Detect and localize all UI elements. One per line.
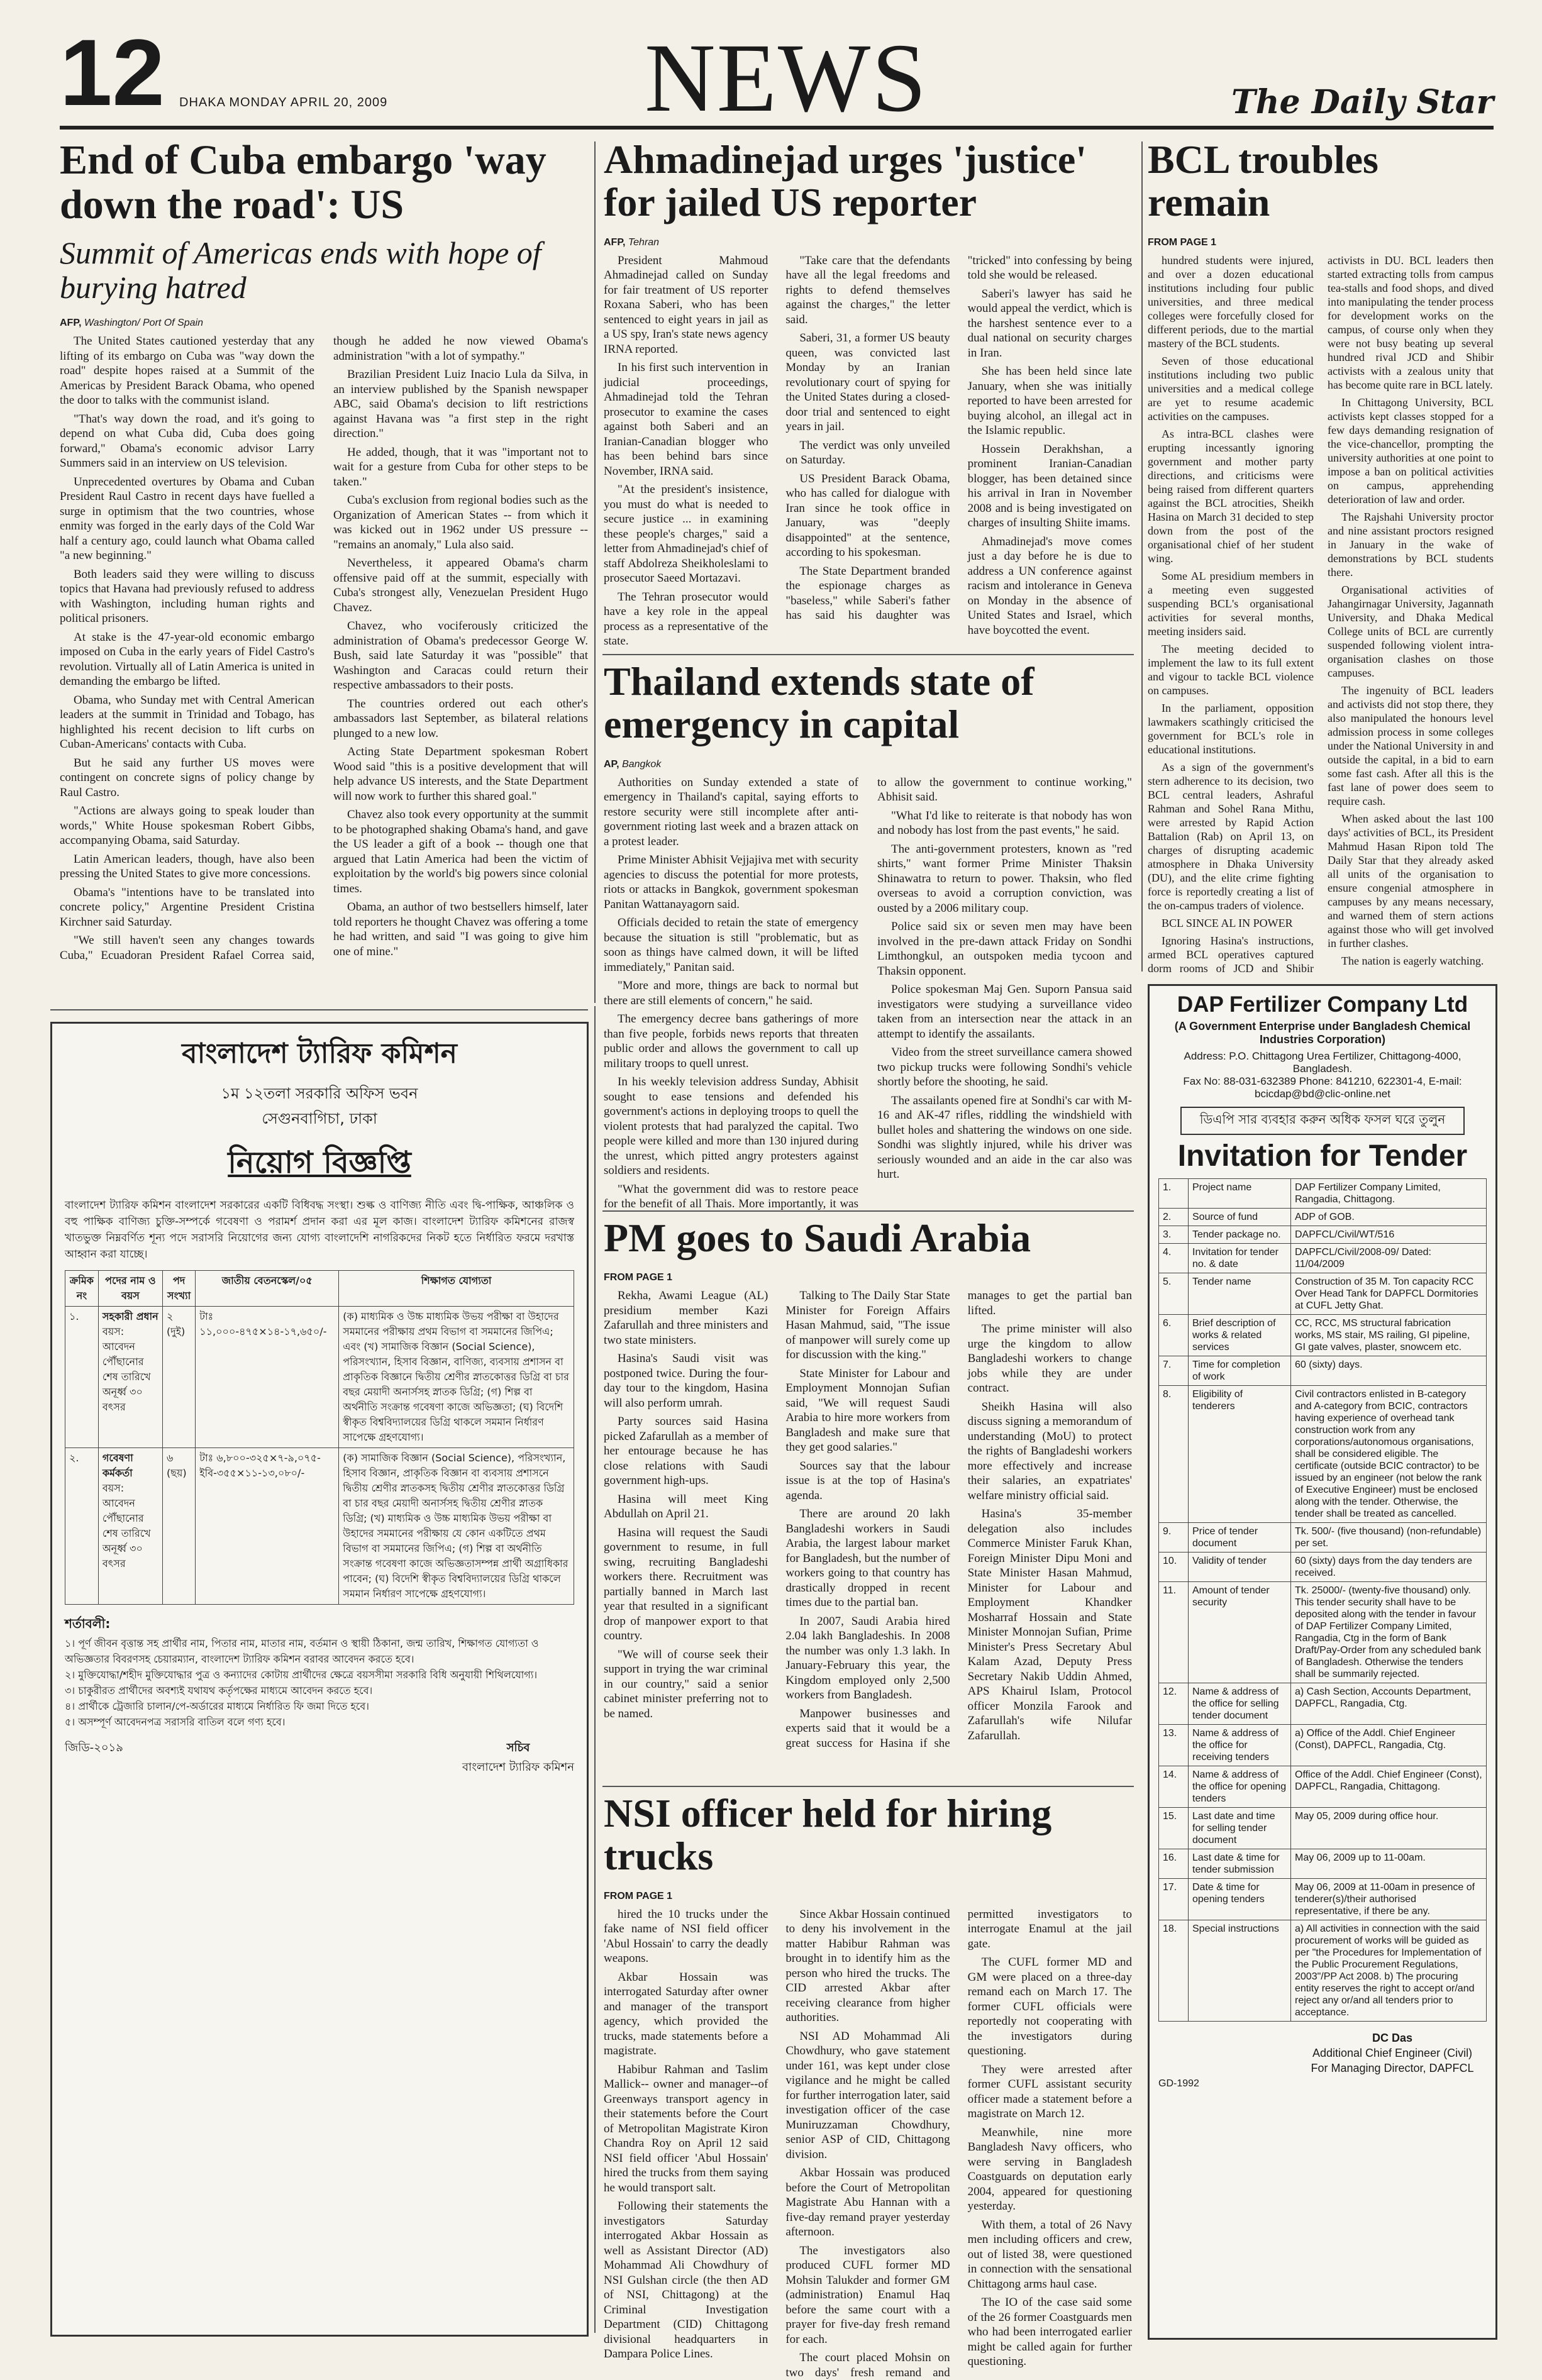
row-number: 12. — [1159, 1683, 1189, 1725]
scale-cell: টাঃ ৬,৮০০-৩২৫×৭-৯,০৭৫-ইবি-৩৫৫×১১-১৩,০৮০/- — [196, 1448, 339, 1605]
article-thailand — [604, 659, 1132, 1211]
row-label: Name & address of the office for opening tenders — [1189, 1766, 1291, 1808]
ad-address: সেগুনবাগিচা, ঢাকা — [262, 1110, 377, 1127]
paragraph: State Minister for Labour and Employment Monnojan Sufian said, "We will request Saudi Arabia to hire more workers from Bangladesh and make sure that they get good salaries." — [785, 1366, 950, 1454]
dap-tender-ad — [1148, 984, 1497, 2340]
table-row — [65, 1448, 574, 1605]
paragraph: Seven of those educational institutions including two public universities and a medical college are yet to resume academic activities on the campuses. — [1148, 354, 1314, 423]
row-label: Last date and time for selling tender document — [1189, 1808, 1291, 1849]
paragraph: Saberi's lawyer has said he would appeal the verdict, which is the harshest sentence ever to a dual national on security charges in Iran. — [967, 287, 1132, 360]
row-value: DAP Fertilizer Company Limited, Rangadia, Chittagong. — [1291, 1179, 1487, 1209]
headline: BCL troubles remain — [1148, 137, 1378, 225]
row-number: 11. — [1159, 1582, 1189, 1683]
row-value: Office of the Addl. Chief Engineer (Const), DAPFCL, Rangadia, Chittagong. — [1291, 1766, 1487, 1808]
age-limit: বয়স: আবেদন পৌঁছানোর শেষ তারিখে অনূর্ধ্ব ৩০ বৎসর — [102, 1482, 151, 1569]
paragraph: Obama's "intentions have to be translated into concrete policy," Argentine President Cristina Kirchner said Saturday. — [60, 885, 314, 929]
qualification-cell: (ক) সামাজিক বিজ্ঞান (Social Science), পরিসংখ্যান, হিসাব বিজ্ঞান, প্রাকৃতিক বিজ্ঞান বা ব্যবসায় প্রশাসনে দ্বিতীয় শ্রেণীর স্নাতকসহ দ্বিতীয় শ্রেণীর স্নাতকোত্তর ডিগ্রি বা চার বছর মেয়াদী অনার্সসহ দ্বিতীয় শ্রেণীর স্নাতক ডিগ্রি; (খ) মাধ্যমিক ও উচ্চ মাধ্যমিক উভয় পরীক্ষা বা উহাদের সমমানের পরীক্ষায় যে কোন একটিতে প্রথম বিভাগ বা সমমানের জিপিএ; (গ) শিল্প বা অর্থনীতি সংক্রান্ত গবেষণা কাজে অভিজ্ঞতাসম্পন্ন প্রার্থী অগ্রাধিকার পাবেন; (ঘ) বিদেশি স্বীকৃত বিশ্ববিদ্যালয়ের ডিগ্রি থাকলে সমমান নির্ধারণ সাপেক্ষে গ্রহণযোগ্য। — [339, 1448, 574, 1605]
tender-row — [1159, 1766, 1487, 1808]
paragraph: Cuba's exclusion from regional bodies such as the Organization of American States -- from which it was kicked out in 1962 under US pressure -- "remains an anomaly," Lula also said. — [333, 494, 588, 551]
headline: End of Cuba embargo 'way down the road': US — [60, 137, 546, 228]
paragraph: NSI AD Mohammad Ali Chowdhury, who gave statement under 161, was kept under close vigilance and he might be called for further interrogation later, said investigation officer of the case Muniruzzaman Chowdhury, senior ASP of CID, Chittagong division. — [785, 2029, 950, 2161]
post-cell — [98, 1448, 162, 1605]
row-number: 16. — [1159, 1849, 1189, 1879]
tender-row — [1159, 1879, 1487, 1920]
paragraph: Following their statements the investigators Saturday interrogated Akbar Hossain as well as Assistant Director (AD) Mohammad Ali Chowdhury of NSI Gulshan circle (the then AD of NSI, Chittagong) at the Criminal Investigation Department (CID) Chittagong divisional headquarters in Dampara Police Lines. — [604, 2200, 768, 2361]
tender-row — [1159, 1244, 1487, 1273]
paragraph: Talking to The Daily Star State Minister for Foreign Affairs Hasan Mahmud, said, "The issue of manpower will surely come up for discussion with the king." — [785, 1289, 950, 1362]
paragraph: In his weekly television address Sunday, Abhisit sought to ease tensions and defended his government's actions in deploying troops to quell the violent protests that had paralyzed the capital. Two people were killed and more than 130 injured during the unrest, which pitted angry protesters against soldiers and residents. — [604, 1075, 858, 1178]
paragraph: Chavez also took every opportunity at the summit to be photographed shaking Obama's hand, and gave the US leader a gift of a book -- though one that argued that Latin America had been the victim of exploitation by the world's big powers since colonial times. — [333, 808, 588, 895]
tender-row — [1159, 1808, 1487, 1849]
paragraph: President Mahmoud Ahmadinejad called on Sunday for fair treatment of US reporter Roxana Saberi, who has been sentenced to eight years in jail as a US spy, Iran's state news agency IRNA reported. — [604, 253, 768, 356]
row-label: Tender package no. — [1189, 1226, 1291, 1244]
article-bcl — [1148, 138, 1494, 975]
row-label: Date & time for opening tenders — [1189, 1879, 1291, 1920]
paragraph: The United States cautioned yesterday that any lifting of its embargo on Cuba was "way down the road" despite hopes raised at a Summit of the Americas by President Barack Obama, who opened the door to talks with the communist island. — [60, 335, 314, 407]
article-cuba — [60, 138, 588, 1003]
paragraph: The meeting decided to implement the law to its full extent and vigour to tackle BCL violence on campuses. — [1148, 642, 1314, 697]
row-number: 13. — [1159, 1725, 1189, 1766]
ad-footer — [65, 1739, 574, 1778]
row-value: May 06, 2009 at 11-00am in presence of tenderer(s)/their authorised representative, if there be any. — [1291, 1879, 1487, 1920]
tender-row — [1159, 1849, 1487, 1879]
headline: Thailand extends state of emergency in capital — [604, 659, 1034, 747]
row-label: Amount of tender security — [1189, 1582, 1291, 1683]
paragraph: Latin American leaders, though, have also been pressing the United States to give more concessions. — [60, 852, 314, 881]
article-ahmadinejad — [604, 138, 1132, 648]
paragraph: Hasina's Saudi visit was postponed twice. During the four-day tour to the kingdom, Hasina will also perform umrah. — [604, 1352, 768, 1410]
row-value: 60 (sixty) days. — [1291, 1356, 1487, 1386]
newspaper-logo: The Daily Star — [1231, 83, 1494, 121]
ad-intro: বাংলাদেশ ট্যারিফ কমিশন বাংলাদেশ সরকারের একটি বিধিবদ্ধ সংস্থা। শুল্ক ও বাণিজ্য নীতি এবং দ্বি-পাক্ষিক, আঞ্চলিক ও বহু পাক্ষিক বাণিজ্য চুক্তি-সম্পর্কে গবেষণা ও পরামর্শ প্রদান করা এর মূল কাজ। বাংলাদেশ ট্যারিফ কমিশনের রাজস্ব খাতভুক্ত নিম্নবর্ণিত শূন্য পদে সরাসরি নিয়োগের জন্য যোগ্য বাংলাদেশি নাগরিকদের নিকট হতে নির্ধারিত ফরমে দরখাস্ত আহ্বান করা যাচ্ছে। — [65, 1199, 574, 1261]
company-address: Address: P.O. Chittagong Urea Fertilizer, Chittagong-4000, Bangladesh. — [1184, 1050, 1462, 1075]
ad-signature: সচিব বাংলাদেশ ট্যারিফ কমিশন — [462, 1741, 574, 1774]
page-number: 12 — [60, 19, 165, 125]
count-cell: ৬ (ছয়) — [163, 1448, 196, 1605]
paragraph: Officials decided to retain the state of emergency because the situation is still "problematic, but as soon as things have calmed down, it will be lifted immediately," Panitan said. — [604, 916, 858, 974]
row-number: 7. — [1159, 1356, 1189, 1386]
tender-row — [1159, 1315, 1487, 1356]
masthead — [60, 19, 1494, 132]
paragraph: The CUFL former MD and GM were placed on a three-day remand each on March 17. The former CUFL officials were reportedly not cooperating with the investigators during questioning. — [967, 1956, 1132, 2058]
row-label: Project name — [1189, 1179, 1291, 1209]
row-label: Tender name — [1189, 1273, 1291, 1315]
row-number: 6. — [1159, 1315, 1189, 1356]
row-number: 8. — [1159, 1386, 1189, 1523]
table-row — [65, 1307, 574, 1448]
paragraph: Authorities on Sunday extended a state of emergency in Thailand's capital, saying efforts to restore security were still incomplete after anti-government rioting last week and a brazen attack on a protest leader. — [604, 775, 858, 848]
row-value: a) All activities in connection with the said procurement of works will be guided as per "the Procedures for Implementation of the Public Procurement Regulations, 2003"/PP Act 2008. b) The procuring entity reserves the right to accept or/and reject any or/and all tenders prior to acceptance. — [1291, 1920, 1487, 2022]
paragraph: She has been held since late January, when she was initially reported to have been arrested for buying alcohol, an illegal act in the Islamic republic. — [967, 365, 1132, 438]
section-title: NEWS — [645, 23, 928, 132]
tender-row — [1159, 1523, 1487, 1553]
paragraph: Video from the street surveillance camera showed two pickup trucks were following Sondhi's vehicle shortly before the shooting, he said. — [877, 1046, 1132, 1089]
row-value: 60 (sixty) days from the day tenders are received. — [1291, 1553, 1487, 1582]
article-body — [604, 253, 1132, 649]
paragraph: Unprecedented overtures by Obama and Cuban President Raul Castro in recent days have fuelled a surge in optimism that the two countries, whose enmity was forged in the early days of the Cold War half a century ago, could launch what Obama called "a new beginning." — [60, 475, 314, 563]
company-subtitle: (A Government Enterprise under Bangladesh Chemical Industries Corporation) — [1174, 1020, 1471, 1046]
row-number: 10. — [1159, 1553, 1189, 1582]
paragraph: hundred students were injured, and over a dozen educational institutions including four public universities, and three medical colleges were forcefully closed for different periods, due to the martial mastery of the BCL students. — [1148, 253, 1314, 350]
paragraph: The ingenuity of BCL leaders and activists did not stop there, they also manipulated the honours level admission process in some colleges under the National University in and outside the capital, in a bid to earn some fast cash. After all this is the fast lane of power does seem to require cash. — [1328, 684, 1494, 807]
ad-code: GD-1992 — [1158, 2078, 1199, 2089]
table-header: পদ সংখ্যা — [163, 1271, 196, 1307]
terms-list — [65, 1636, 574, 1730]
row-label: Last date & time for tender submission — [1189, 1849, 1291, 1879]
paragraph: Chavez, who vociferously criticized the administration of Obama's predecessor George W. Bush, said late Saturday it was "possible" that Washington and Caracas could return their respective ambassadors to their posts. — [333, 619, 588, 692]
row-label: Invitation for tender no. & date — [1189, 1244, 1291, 1273]
row-value: a) Cash Section, Accounts Department, DAPFCL, Rangadia, Ctg. — [1291, 1683, 1487, 1725]
tender-row — [1159, 1725, 1487, 1766]
paragraph: "What I'd like to reiterate is that nobody has won and nobody has lost from the past events," he said. — [877, 809, 1132, 838]
paragraph: "We still haven't seen any changes towards Cuba," Ecuadoran President Rafael Correa said, though he added he now viewed Obama's administration "with a lot of sympathy." — [60, 335, 588, 962]
paragraph: "More and more, things are back to normal but there are still elements of concern," he said. — [604, 979, 858, 1007]
paragraph: He added, though, that it was "important not to wait for a gesture from Cuba for other steps to be taken." — [333, 445, 588, 489]
tender-row — [1159, 1920, 1487, 2022]
paragraph: The verdict was only unveiled on Saturday. — [785, 438, 950, 467]
age-limit: বয়স: আবেদন পৌঁছানোর শেষ তারিখে অনূর্ধ্ব ৩০ বৎসর — [102, 1326, 151, 1413]
column-rule — [594, 1006, 596, 2333]
byline: AP, Bangkok — [604, 758, 662, 770]
row-value: Tk. 500/- (five thousand) (non-refundable) per set. — [1291, 1523, 1487, 1553]
paragraph: Habibur Rahman and Taslim Mallick-- owner and manager--of Greenways transport agency in their statements before the Court of Metropolitan Magistrate Kiron Chandra Roy on April 12 said NSI field officer 'Abul Hossain' hired the trucks from them saying he would transport salt. — [604, 2062, 768, 2195]
column-rule — [1141, 141, 1143, 971]
posts-table — [65, 1270, 574, 1605]
tender-row — [1159, 1386, 1487, 1523]
scale-cell: টাঃ ১১,০০০-৪৭৫×১৪-১৭,৬৫০/- — [196, 1307, 339, 1448]
tender-row — [1159, 1209, 1487, 1226]
paragraph: In Chittagong University, BCL activists kept classes stopped for a few days demanding resignation of the vice-chancellor, prompting the university authorities at one point to impose a ban on political activities on campus, apprehending deterioration of law and order. — [1328, 396, 1494, 506]
row-number: 3. — [1159, 1226, 1189, 1244]
tender-row — [1159, 1356, 1487, 1386]
article-body — [604, 1907, 1132, 2380]
term-item: ৩। চাকুরীরত প্রার্থীদের অবশ্যই যথাযথ কর্তৃপক্ষের মাধ্যমে আবেদন করতে হবে। — [65, 1685, 373, 1696]
table-header: জাতীয় বেতনস্কেল/০৫ — [196, 1271, 339, 1307]
row-value: May 05, 2009 during office hour. — [1291, 1808, 1487, 1849]
paragraph: When asked about the last 100 days' activities of BCL, its President Mahmud Hasan Ripon told The Daily Star that they already asked all units of the organisation to ensure congenial atmosphere in campuses by any means necessary, and warned them of stern actions against those who will get involved in further clashes. — [1328, 812, 1494, 949]
paragraph: Obama, who Sunday met with Central American leaders at the summit in Trinidad and Tobago, has highlighted his recent decision to lift curbs on Cuban-Americans' contacts with Cuba. — [60, 693, 314, 751]
paragraph: Hossein Derakhshan, a prominent Iranian-Canadian blogger, has been detained since his arrival in Iran in November 2008 and is being investigated on charges of insulting Shiite imams. — [967, 442, 1132, 530]
table-header: পদের নাম ও বয়স — [98, 1271, 162, 1307]
byline: FROM PAGE 1 — [604, 1272, 673, 1283]
serial-cell: ২. — [65, 1448, 99, 1605]
row-value: Construction of 35 M. Ton capacity RCC Over Head Tank for DAPFCL Dormitories at CUFL Jetty Ghat. — [1291, 1273, 1487, 1315]
paragraph: Ahmadinejad's move comes just a day before he is due to address a UN conference against racism and intolerance in Geneva on Monday in the absence of United States and Israel, which have boycotted the event. — [967, 534, 1132, 637]
table-header: ক্রমিক নং — [65, 1271, 99, 1307]
row-number: 5. — [1159, 1273, 1189, 1315]
paragraph: "Take care that the defendants have all the legal freedoms and rights to defend themselves against the charges," the letter said. — [785, 253, 950, 326]
tariff-commission-ad — [50, 1022, 589, 2337]
row-label: Source of fund — [1189, 1209, 1291, 1226]
row-number: 17. — [1159, 1879, 1189, 1920]
paragraph: "What the government did was to restore peace for the benefit of all Thais. More importantly, it was to allow the government to continue working," Abhisit said. — [604, 775, 1132, 1211]
tender-row — [1159, 1683, 1487, 1725]
paragraph: Manpower businesses and experts said that it would be a great success for Hasina if she manages to get the partial ban lifted. — [785, 1289, 1132, 1750]
paragraph: Hasina will meet King Abdullah on April 21. — [604, 1492, 768, 1521]
paragraph: hired the 10 trucks under the fake name of NSI field officer 'Abul Hossain' to carry the deadly weapons. — [604, 1907, 768, 1966]
paragraph: Sheikh Hasina will also discuss signing a memorandum of understanding (MoU) to protect the rights of Bangladeshi workers more effectively and increase their salaries, an expatriates' welfare ministry official said. — [967, 1400, 1132, 1502]
paragraph: Ignoring Hasina's instructions, armed BCL operatives captured dorm rooms of JCD and Shibir activists in DU. BCL leaders then started extracting tolls from campus tea-stalls and food shops, and dived into manipulating the tender process for development works on the campus, of course only when they were not busy beating up several hundred rival JCD and Shibir activists with a zealous unity that has become quite rare in BCL lately. — [1148, 253, 1494, 975]
paragraph: The prime minister will also urge the kingdom to allow Bangladeshi workers to change jobs while they are under contract. — [967, 1322, 1132, 1395]
headline: Ahmadinejad urges 'justice' for jailed US reporter — [604, 137, 1087, 225]
tender-signature: DC Das Additional Chief Engineer (Civil) For Managing Director, DAPFCL — [1311, 2032, 1474, 2074]
paragraph: The investigators also produced CUFL former MD Mohsin Talukder and former GM (administration) Enamul Haq before the same court with a prayer for five-day fresh remand for each. — [785, 2244, 950, 2346]
byline: AFP, Tehran — [604, 236, 660, 248]
paragraph: BCL SINCE AL IN POWER — [1162, 916, 1293, 929]
row-label: Time for completion of work — [1189, 1356, 1291, 1386]
ad-code: জিডি-২০১৯ — [65, 1741, 123, 1754]
company-contact: Fax No: 88-031-632389 Phone: 841210, 622301-4, E-mail: bcicdap@bd@clic-online.net — [1183, 1075, 1462, 1100]
row-label: Validity of tender — [1189, 1553, 1291, 1582]
paragraph: With them, a total of 26 Navy men including officers and crew, out of listed 38, were questioned in connection with the sensational Chittagong arms haul case. — [967, 2218, 1132, 2291]
term-item: ৪। প্রার্থীকে ট্রেজারি চালান/পে-অর্ডারের মাধ্যমে নির্ধারিত ফি জমা দিতে হবে। — [65, 1700, 369, 1712]
tender-row — [1159, 1179, 1487, 1209]
row-number: 9. — [1159, 1523, 1189, 1553]
paragraph: Since Akbar Hossain continued to deny his involvement in the matter Habibur Rahman was brought in to identify him as the person who hired the trucks. The CID arrested Akbar after receiving clearance from higher authorities. — [785, 1907, 950, 2025]
paragraph: In 2007, Saudi Arabia hired 2.04 lakh Bangladeshis. In 2008 the number was only 1.3 lakh. In January-February this year, the Kingdom employed only 2,500 workers from Bangladesh. — [785, 1614, 950, 1702]
paragraph: The emergency decree bans gatherings of more than five people, forbids news reports that threaten public order and allows the government to call up military troops to quell unrest. — [604, 1012, 858, 1070]
ad-address: ১ম ১২তলা সরকারি অফিস ভবন — [221, 1085, 418, 1102]
tender-row — [1159, 1226, 1487, 1244]
row-value: DAPFCL/Civil/WT/516 — [1291, 1226, 1487, 1244]
qualification-cell: (ক) মাধ্যমিক ও উচ্চ মাধ্যমিক উভয় পরীক্ষা বা উহাদের সমমানের পরীক্ষায় প্রথম বিভাগ বা সমমানের জিপিএ; এবং (খ) সামাজিক বিজ্ঞান (Social Science), পরিসংখ্যান, হিসাব বিজ্ঞান, বাণিজ্য, ব্যবসায় প্রশাসন বা প্রাকৃতিক বিজ্ঞানে দ্বিতীয় শ্রেণীর স্নাতকোত্তর ডিগ্রি বা চার বছর মেয়াদী অনার্সসহ স্নাতক ডিগ্রি; (গ) শিল্প বা অর্থনীতি সংক্রান্ত গবেষণা কাজে অভিজ্ঞতা; (ঘ) বিদেশি স্বীকৃত বিশ্ববিদ্যালয়ের ডিগ্রি থাকলে সমমান নির্ধারণ সাপেক্ষে গ্রহণযোগ্য। — [339, 1307, 574, 1448]
row-value: May 06, 2009 up to 11-00am. — [1291, 1849, 1487, 1879]
paragraph: "Actions are always going to speak louder than words," White House spokesman Robert Gibbs, accompanying Obama, said Saturday. — [60, 804, 314, 848]
paragraph: Saberi, 31, a former US beauty queen, was convicted last Monday by an Iranian revolutionary court of spying for the United States during a closed-door trial and sentenced to eight years in jail. — [785, 331, 950, 434]
tender-title: Invitation for Tender — [1177, 1139, 1468, 1173]
section-rule — [50, 1009, 588, 1010]
row-value: ADP of GOB. — [1291, 1209, 1487, 1226]
table-header: শিক্ষাগত যোগ্যতা — [339, 1271, 574, 1307]
paragraph: "At the president's insistence, you must do what is needed to secure justice ... in examining these people's charges," said a letter from Ahmadinejad's chief of staff Abdolreza Sheikholeslami to prosecutor Saeed Mortazavi. — [604, 483, 768, 585]
article-nsi — [604, 1791, 1132, 2379]
row-label: Name & address of the office for receiving tenders — [1189, 1725, 1291, 1766]
count-cell: ২ (দুই) — [163, 1307, 196, 1448]
paragraph: There are around 20 lakh Bangladeshi workers in Saudi Arabia, the largest labour market for Bangladesh, but the number of workers going to that country has drastically dropped in recent times due to the partial ban. — [785, 1507, 950, 1610]
paragraph: The Tehran prosecutor would have a key role in the appeal process as a representative of the state. — [604, 590, 768, 648]
paragraph: Hasina's 35-member delegation also includes Commerce Minister Faruk Khan, Foreign Minister Dipu Moni and State Minister Hasan Mahmud, Minister for Labour and Employment Khandker Mosharraf Hossain and State Minister Monnojan Sufian, Prime Minister's Press Secretary Abul Kalam Azad, Deputy Press Secretary Nakib Uddin Ahmed, APS Khairul Islam, Protocol officer Monzila Farook and Zafarullah's wife Nilufar Zafarullah. — [967, 1507, 1132, 1742]
article-body — [604, 1288, 1132, 1751]
paragraph: Sources say that the labour issue is at the top of Hasina's agenda. — [785, 1459, 950, 1502]
headline: NSI officer held for hiring trucks — [604, 1791, 1052, 1879]
paragraph: They were arrested after former CUFL assistant security officer made a statement before a magistrate on March 12. — [967, 2062, 1132, 2121]
paragraph: Police spokesman Maj Gen. Suporn Pansua said investigators were studying a surveillance video taken from an intersection near the attack in an attempt to identify the assailants. — [877, 983, 1132, 1041]
serial-cell: ১. — [65, 1307, 99, 1448]
row-value: Tk. 25000/- (twenty-five thousand) only. This tender security shall have to be deposited along with the tender in favour of DAP Fertilizer Company Limited, Rangadia, Ctg in the form of Bank Draft/Pay-Order from any scheduled bank of Bangladesh. Otherwise the tenders shall be summarily rejected. — [1291, 1582, 1487, 1683]
article-body — [60, 334, 588, 963]
paragraph: Both leaders said they were willing to discuss topics that Havana had previously refused to address with Washington, including human rights and political prisoners. — [60, 567, 314, 626]
column-rule — [594, 141, 596, 1003]
term-item: ২। মুক্তিযোদ্ধা/শহীদ মুক্তিযোদ্ধার পুত্র ও কন্যাদের কোটায় প্রার্থীদের ক্ষেত্রে বয়সসীমা সরকারি বিধি অনুযায়ী শিথিলযোগ্য। — [65, 1669, 538, 1681]
paragraph: The assailants opened fire at Sondhi's car with M-16 and AK-47 rifles, riddling the windshield with bullet holes and shattering the windows on one side. Sondhi was slightly injured, while his driver was seriously wounded and an aide in the car also was hurt. — [877, 1093, 1132, 1182]
paragraph: "That's way down the road, and it's going to depend on what Cuba did, Cuba does going forward," Obama's economic advisor Larry Summers said in an interview on US television. — [60, 412, 314, 470]
paragraph: Rekha, Awami League (AL) presidium member Kazi Zafarullah and three ministers and two state ministers. — [604, 1289, 768, 1347]
byline: FROM PAGE 1 — [604, 1890, 673, 1901]
paragraph: Prime Minister Abhisit Vejjajiva met with security agencies to discuss the potential for more protests, riots or attacks in Bangkok, government spokesman Panitan Wattanayagorn said. — [604, 853, 858, 911]
tender-row — [1159, 1273, 1487, 1315]
paragraph: The State Department branded the espionage charges as "baseless," while Saberi's father has said his daughter was "tricked" into confessing by being told she would be released. — [785, 253, 1132, 623]
paragraph: Brazilian President Luiz Inacio Lula da Silva, in an interview published by the Spanish newspaper ABC, said Obama's decision to lift restrictions against Havana was "a first step in the right direction." — [333, 368, 588, 441]
post-cell — [98, 1307, 162, 1448]
paragraph: Acting State Department spokesman Robert Wood said "this is a positive development that will help advance US interests, and the State Department will now work to further this shared goal." — [333, 745, 588, 803]
row-number: 1. — [1159, 1179, 1189, 1209]
row-number: 2. — [1159, 1209, 1189, 1226]
article-body — [604, 775, 1132, 1212]
terms-title: শর্তাবলী: — [65, 1616, 111, 1631]
byline: AFP, Washington/ Port Of Spain — [60, 318, 203, 329]
paragraph: Hasina will request the Saudi government to resume, in full swing, recruiting Bangladeshi workers there. Recruitment was partially banned in March last year that resulted in a significant drop of manpower export to that country. — [604, 1525, 768, 1643]
paragraph: Nevertheless, it appeared Obama's charm offensive paid off at the summit, especially with Cuba's strongest ally, Venezuelan President Hugo Chavez. — [333, 556, 588, 614]
paragraph: Party sources said Hasina picked Zafarullah as a member of her entourage because he has close relations with Saudi government high-ups. — [604, 1415, 768, 1488]
paragraph: The nation is eagerly watching. — [1341, 954, 1484, 967]
row-number: 18. — [1159, 1920, 1189, 2022]
paragraph: In the parliament, opposition lawmakers scathingly criticised the government for BCL's role in educational institutions. — [1148, 701, 1314, 756]
paragraph: At stake is the 47-year-old economic embargo imposed on Cuba in the early years of Fidel Castro's revolution. Virtually all of Latin America is united in demanding the embargo be lifted. — [60, 630, 314, 689]
byline: FROM PAGE 1 — [1148, 236, 1217, 248]
row-number: 14. — [1159, 1766, 1189, 1808]
paragraph: The court placed Mohsin on two days' fresh remand and permitted investigators to interrogate Enamul at the jail gate. — [785, 1907, 1132, 2379]
tender-row — [1159, 1582, 1487, 1683]
section-rule — [602, 654, 1134, 655]
paragraph: Police said six or seven men may have been involved in the pre-dawn attack Friday on Sondhi Limthongkul, an outspoken media tycoon and Thaksin opponent. — [877, 920, 1132, 978]
paragraph: Meanwhile, nine more Bangladesh Navy officers, who were serving in Bangladesh Coastguards on deputation early 2004, appeared for questioning yesterday. — [967, 2125, 1132, 2213]
paragraph: Obama, an author of two bestsellers himself, later told reporters he thought Chavez was offering a tome he had written, and said "I was going to give him one of mine." — [333, 900, 588, 958]
paragraph: Some AL presidium members in a meeting even suggested suspending BCL's organisational activities for several months, meeting insiders said. — [1148, 569, 1314, 638]
row-label: Eligibility of tenderers — [1189, 1386, 1291, 1523]
paragraph: As a sign of the government's stern adherence to its decision, two BCL central leaders, Ashraful Rahman and Sohel Rana Mithu, were arrested by Rapid Action Battalion (Rab) on April 13, on charges of disrupting academic atmosphere in Dhaka University (DU), and the elite crime fighting force is reportedly creating a list of the on-campus traders of violence. — [1148, 760, 1314, 912]
section-rule — [602, 1786, 1134, 1787]
dateline: DHAKA MONDAY APRIL 20, 2009 — [179, 96, 388, 109]
row-label: Name & address of the office for selling tender document — [1189, 1683, 1291, 1725]
term-item: ১। পূর্ণ জীবন বৃত্তান্ত সহ প্রার্থীর নাম, পিতার নাম, মাতার নাম, বর্তমান ও স্থায়ী ঠিকানা, জন্ম তারিখ, শিক্ষাগত যোগ্যতা ও অভিজ্ঞতার বিবরণসহ চেয়ারম্যান, বাংলাদেশ ট্যারিফ কমিশন বরাবর আবেদন করতে হবে। — [65, 1637, 539, 1665]
row-label: Brief description of works & related services — [1189, 1315, 1291, 1356]
subheadline: Summit of Americas ends with hope of burying hatred — [60, 235, 541, 306]
paragraph: "We will of course seek their support in trying the war criminal in our country," said a senior cabinet minister preferring not to be named. — [604, 1647, 768, 1720]
paragraph: The IO of the case said some of the 26 former Coastguards men who had been interrogated earlier might be called again for further questioning. — [967, 2296, 1132, 2369]
ad-org-name: বাংলাদেশ ট্যারিফ কমিশন — [182, 1038, 457, 1070]
row-value: CC, RCC, MS structural fabrication works, MS stair, MS railing, GI pipeline, GI gate valves, plaster, snowcem etc. — [1291, 1315, 1487, 1356]
paragraph: Organisational activities of Jahangirnagar University, Jagannath University, and Dhaka Medical College units of BCL are currently suspended following violent intra-organisation clashes on those campuses. — [1328, 583, 1494, 679]
row-value: Civil contractors enlisted in B-category and A-category from BCIC, contractors having experience of overhead tank construction work from any corporations/autonomous organisations, shall be considered eligible. The certificate (outside BCIC contractor) to be issued by an engineer (not below the rank of Executive Engineer) must be enclosed along with the tender. Otherwise, the tender shall be treated as cancelled. — [1291, 1386, 1487, 1523]
slogan-box: ডিএপি সার ব্যবহার করুন অধিক ফসল ঘরে তুলুন — [1180, 1107, 1465, 1135]
paragraph: The Rajshahi University proctor and nine assistant proctors resigned in January in the wake of demonstrations by BCL students there. — [1328, 510, 1494, 578]
row-label: Special instructions — [1189, 1920, 1291, 2022]
paragraph: In his first such intervention in judicial proceedings, Ahmadinejad told the Tehran prosecutor to examine the cases against both Saberi and an Iranian-Canadian blogger who has been behind bars since November, IRNA said. — [604, 361, 768, 478]
row-value: a) Office of the Addl. Chief Engineer (Const), DAPFCL, Rangadia, Ctg. — [1291, 1725, 1487, 1766]
row-value: DAPFCL/Civil/2008-09/ Dated: 11/04/2009 — [1291, 1244, 1487, 1273]
post-name: গবেষণা কর্মকর্তা — [102, 1452, 133, 1479]
ad-title: নিয়োগ বিজ্ঞপ্তি — [228, 1145, 411, 1180]
article-body — [1148, 253, 1494, 975]
headline: PM goes to Saudi Arabia — [604, 1215, 1031, 1260]
paragraph: The countries ordered out each other's ambassadors last September, as bilateral relations plunged to a new low. — [333, 697, 588, 740]
tender-table — [1158, 1178, 1487, 2022]
paragraph: But he said any further US moves were contingent on concrete signs of policy change by Raul Castro. — [60, 756, 314, 799]
paragraph: Akbar Hossain was interrogated Saturday after owner and manager of the transport agency, which provided the trucks, made statements before a magistrate. — [604, 1970, 768, 2058]
tender-row — [1159, 1553, 1487, 1582]
article-pm-saudi — [604, 1217, 1132, 1779]
row-label: Price of tender document — [1189, 1523, 1291, 1553]
post-name: সহকারী প্রধান — [102, 1310, 158, 1322]
row-number: 4. — [1159, 1244, 1189, 1273]
company-name: DAP Fertilizer Company Ltd — [1177, 992, 1468, 1017]
term-item: ৫। অসম্পূর্ণ আবেদনপত্র সরাসরি বাতিল বলে গণ্য হবে। — [65, 1716, 286, 1728]
paragraph: As intra-BCL clashes were erupting incessantly ignoring government and mother party directions, and criticisms were being raised from different quarters against the BCL atrocities, Sheikh Hasina on March 31 decided to step down from the post of the organisational chief of her student wing. — [1148, 427, 1314, 565]
paragraph: Akbar Hossain was produced before the Court of Metropolitan Magistrate Abu Hannan with a five-day remand prayer yesterday afternoon. — [785, 2166, 950, 2239]
row-number: 15. — [1159, 1808, 1189, 1849]
paragraph: US President Barack Obama, who has called for dialogue with Iran since he took office in January, was "deeply disappointed" at the sentence, according to his spokesman. — [785, 472, 950, 560]
paragraph: The anti-government protesters, known as "red shirts," want former Prime Minister Thaksin Shinawatra to return to power. Thaksin, who fled overseas to avoid a corruption conviction, was ousted by a 2006 military coup. — [877, 842, 1132, 915]
